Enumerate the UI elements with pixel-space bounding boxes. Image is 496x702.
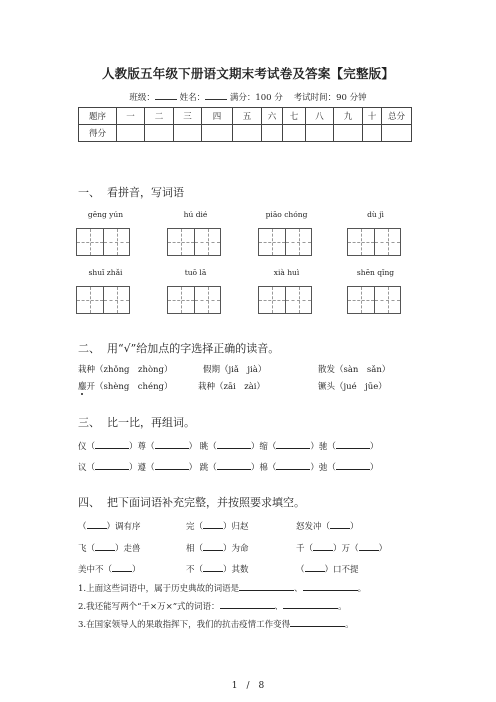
score-header-cell: 一	[117, 108, 145, 125]
reading-option[interactable]: 栽种（zāi zài）	[198, 382, 266, 392]
idiom-text: 不	[186, 565, 195, 575]
answer-blank[interactable]	[239, 582, 294, 591]
pinyin-label: shuǐ zhǎi	[88, 268, 123, 277]
answer-blank[interactable]	[283, 600, 338, 609]
score-cell[interactable]	[145, 125, 174, 142]
idiom-text: 千	[296, 544, 305, 554]
score-header-cell: 九	[334, 108, 363, 125]
idiom-text: 万	[341, 544, 351, 554]
idiom-item: （ ）口不提	[296, 565, 359, 575]
answer-blank[interactable]	[303, 582, 358, 591]
grid-cell[interactable]	[168, 287, 194, 313]
section-3-heading	[78, 414, 195, 430]
score-table	[78, 107, 412, 142]
question-text: 3.在国家领导人的果敢指挥下，我们的抗击疫情工作变得	[78, 620, 291, 630]
score-cell[interactable]	[334, 125, 363, 142]
section-title: 看拼音，写词语	[107, 186, 184, 199]
pinyin-label: hú dié	[183, 210, 208, 219]
answer-blank[interactable]	[359, 542, 379, 551]
writing-grid[interactable]	[76, 228, 130, 256]
compare-char: 驰	[318, 442, 328, 452]
section-number: 三、	[78, 416, 100, 429]
grid-cell[interactable]	[374, 287, 400, 313]
score-header-cell: 题序	[79, 108, 117, 125]
exam-time: 考试时间：90 分钟	[293, 93, 367, 103]
score-header-cell: 四	[202, 108, 233, 125]
answer-blank[interactable]	[330, 520, 350, 529]
section-title: 比一比，再组词。	[107, 416, 195, 429]
question-1: 1.上面这些词语中，属于历史典故的词语是 、 。	[78, 584, 367, 594]
grid-cell[interactable]	[259, 287, 285, 313]
answer-blank[interactable]	[95, 542, 115, 551]
writing-grid[interactable]	[167, 228, 221, 256]
reading-rest: 开（shèng chéng）	[86, 382, 173, 392]
idiom-text: 飞	[78, 544, 87, 554]
exam-title: 人教版五年级下册语文期末考试卷及答案【完整版】	[101, 66, 395, 81]
idiom-text: 归赵	[231, 522, 249, 532]
section-title: 把下面词语补充完整，并按照要求填空。	[107, 496, 305, 509]
idiom-item: 怒发冲（ ）	[296, 522, 359, 532]
grid-cell[interactable]	[348, 287, 374, 313]
answer-blank[interactable]	[276, 440, 310, 449]
section-2-heading	[78, 340, 279, 356]
question-text: 1.上面这些词语中，属于历史典故的词语是	[78, 584, 240, 594]
idiom-item: （ ）调有序	[78, 522, 141, 532]
compare-char: 仪	[78, 442, 87, 452]
answer-blank[interactable]	[112, 563, 132, 572]
question-3: 3.在国家领导人的果敢指挥下，我们的抗击疫情工作变得 。	[78, 620, 354, 630]
idiom-text: 走兽	[123, 544, 141, 554]
score-header-cell: 八	[306, 108, 334, 125]
score-header-cell: 六	[262, 108, 283, 125]
idiom-text: 怒发冲	[296, 522, 322, 532]
answer-blank[interactable]	[220, 600, 275, 609]
compare-char: 议	[78, 463, 87, 473]
idiom-item: 千（ ）万（ ）	[296, 544, 388, 554]
score-cell[interactable]	[363, 125, 382, 142]
name-blank[interactable]	[205, 90, 227, 100]
idiom-text: 为命	[231, 544, 249, 554]
idiom-text: 其数	[231, 565, 249, 575]
answer-blank[interactable]	[203, 520, 223, 529]
compare-char: 缩	[259, 442, 268, 452]
name-label: 姓名：	[179, 93, 206, 103]
section-number: 二、	[78, 342, 100, 355]
score-cell[interactable]	[174, 125, 202, 142]
score-header-cell: 总分	[382, 108, 412, 125]
score-header-cell: 二	[145, 108, 174, 125]
answer-blank[interactable]	[155, 440, 189, 449]
section-4-heading	[78, 494, 305, 510]
grid-cell[interactable]	[194, 229, 220, 255]
compare-row: 仪（ ）尊（ ） 眺（ ）缩（ ）驰（ ）	[78, 442, 379, 452]
score-cell[interactable]	[306, 125, 334, 142]
writing-grid[interactable]	[76, 286, 130, 314]
writing-grid[interactable]	[347, 228, 401, 256]
class-label: 班级：	[129, 93, 155, 103]
answer-blank[interactable]	[217, 440, 251, 449]
writing-grid[interactable]	[258, 228, 312, 256]
score-cell[interactable]	[202, 125, 233, 142]
answer-blank[interactable]	[95, 461, 129, 470]
grid-cell[interactable]	[259, 229, 285, 255]
compare-char: 遵	[137, 463, 147, 473]
compare-char: 棉	[259, 463, 268, 473]
grid-cell[interactable]	[348, 229, 374, 255]
compare-char: 尊	[137, 442, 147, 452]
grid-cell[interactable]	[168, 229, 194, 255]
writing-grid[interactable]	[347, 286, 401, 314]
reading-option[interactable]: 镢头（jué jūe）	[318, 382, 387, 392]
grid-cell[interactable]	[374, 229, 400, 255]
grid-cell[interactable]	[285, 287, 311, 313]
score-header-cell: 十	[363, 108, 382, 125]
idiom-item: 美中不（ ）	[78, 565, 141, 575]
idiom-item: 飞（ ）走兽	[78, 544, 141, 554]
score-cell[interactable]	[233, 125, 262, 142]
answer-blank[interactable]	[336, 461, 370, 470]
idiom-item: 相（ ）为命	[186, 544, 249, 554]
reading-option[interactable]	[78, 380, 172, 392]
score-cell[interactable]	[382, 125, 412, 142]
exam-info	[0, 90, 496, 103]
answer-blank[interactable]	[95, 440, 129, 449]
answer-blank[interactable]	[276, 461, 310, 470]
answer-blank[interactable]	[203, 563, 223, 572]
answer-blank[interactable]	[290, 618, 345, 627]
idiom-text: 美中不	[78, 565, 104, 575]
score-row-label: 得分	[79, 125, 117, 142]
question-2: 2.我还能写两个“千×万×”式的词语： 、 。	[78, 602, 347, 612]
section-1-heading	[78, 184, 184, 200]
pinyin-label: gēng yún	[87, 210, 124, 219]
score-header-row	[79, 108, 412, 125]
grid-cell[interactable]	[77, 287, 103, 313]
pinyin-label: xià huì	[273, 268, 300, 277]
reading-option[interactable]: 栽种（zhǒng zhòng）	[78, 365, 173, 375]
writing-grid[interactable]	[167, 286, 221, 314]
answer-blank[interactable]	[305, 563, 325, 572]
section-number: 四、	[78, 496, 100, 509]
grid-cell[interactable]	[285, 229, 311, 255]
full-score: 满分：100 分	[229, 93, 283, 103]
compare-char: 弛	[318, 463, 328, 473]
compare-char: 眺	[199, 442, 209, 452]
page-number: 1 / 8	[231, 681, 265, 691]
reading-option[interactable]: 假期（jiǎ jià）	[203, 365, 267, 375]
writing-grid[interactable]	[258, 286, 312, 314]
idiom-item: 不（ ）其数	[186, 565, 249, 575]
idiom-text: 完	[186, 522, 195, 532]
grid-cell[interactable]	[103, 229, 129, 255]
dotted-char: 鏖	[78, 382, 87, 392]
idiom-text: 调有序	[115, 522, 141, 532]
pinyin-label: shēn qǐng	[356, 268, 395, 277]
score-cell[interactable]	[262, 125, 283, 142]
section-number: 一、	[78, 186, 100, 199]
section-title: 用“√”给加点的字选择正确的读音。	[107, 342, 280, 355]
grid-cell[interactable]	[194, 287, 220, 313]
answer-blank[interactable]	[203, 542, 223, 551]
idiom-text: 相	[186, 544, 195, 554]
answer-blank[interactable]	[217, 461, 251, 470]
compare-char: 跳	[199, 463, 209, 473]
pinyin-label: dù jì	[367, 210, 384, 219]
class-blank[interactable]	[155, 90, 177, 100]
score-header-cell: 七	[283, 108, 306, 125]
answer-blank[interactable]	[313, 542, 333, 551]
answer-blank[interactable]	[87, 520, 107, 529]
idiom-text: 口不提	[333, 565, 359, 575]
compare-row: 议（ ）遵（ ） 跳（ ）棉（ ）弛（ ）	[78, 463, 379, 473]
idiom-item: 完（ ）归赵	[186, 522, 249, 532]
grid-cell[interactable]	[77, 229, 103, 255]
grid-cell[interactable]	[103, 287, 129, 313]
score-row	[79, 125, 412, 142]
score-header-cell: 三	[174, 108, 202, 125]
score-header-cell: 五	[233, 108, 262, 125]
score-cell[interactable]	[283, 125, 306, 142]
pinyin-label: tuō lā	[184, 268, 207, 277]
reading-option[interactable]: 散发（sàn sǎn）	[318, 365, 391, 375]
answer-blank[interactable]	[155, 461, 189, 470]
score-cell[interactable]	[117, 125, 145, 142]
pinyin-label: piāo chóng	[265, 210, 308, 219]
question-text: 2.我还能写两个“千×万×”式的词语：	[78, 602, 220, 612]
answer-blank[interactable]	[336, 440, 370, 449]
